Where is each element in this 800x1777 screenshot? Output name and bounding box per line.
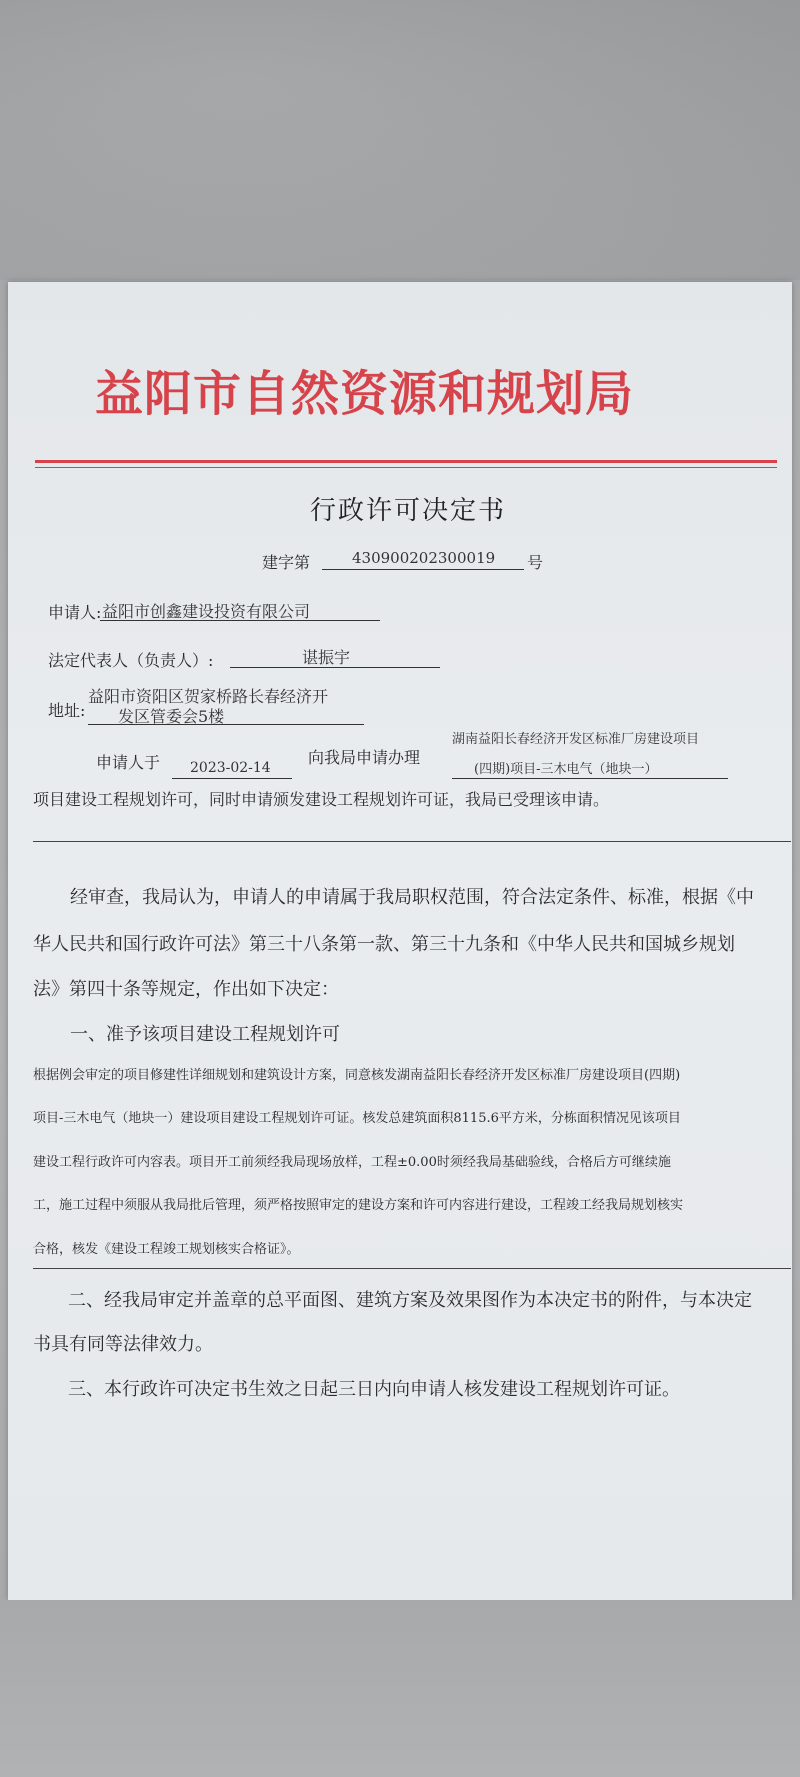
doc-number-field	[322, 549, 524, 570]
bottom-surface	[0, 1600, 800, 1777]
decision1-line2: 项目-三木电气（地块一）建设项目建设工程规划许可证。核发总建筑面积8115.6平方米，分栋面积情况见该项目	[33, 1111, 681, 1126]
section-divider	[33, 841, 791, 842]
review-line3: 法》第四十条等规定，作出如下决定：	[33, 979, 339, 1000]
red-divider-thin	[35, 467, 777, 468]
application-prefix: 申请人于	[96, 753, 161, 772]
doc-title: 行政许可决定书	[310, 496, 507, 526]
decision1-divider	[33, 1268, 791, 1269]
project-name-line1: 湖南益阳长春经济开发区标准厂房建设项目	[452, 732, 700, 747]
application-date: 2023-02-14	[190, 760, 271, 776]
decision3-line1: 三、本行政许可决定书生效之日起三日内向申请人核发建设工程规划许可证。	[68, 1379, 680, 1400]
legal-rep-value: 谌振宇	[302, 648, 351, 667]
project-name-line2: (四期)项目-三木电气（地块一）	[474, 762, 658, 777]
doc-number-prefix: 建字第	[262, 553, 311, 572]
address-label: 地址:	[48, 701, 86, 720]
decision1-line3: 建设工程行政许可内容表。项目开工前须经我局现场放样，工程±0.00时须经我局基础验线，合格后方可继续施	[33, 1155, 671, 1170]
application-middle: 向我局申请办理	[308, 748, 421, 767]
review-line1: 经审查，我局认为，申请人的申请属于我局职权范围，符合法定条件、标准，根据《中	[70, 887, 754, 908]
decision1-line5: 合格，核发《建设工程竣工规划核实合格证》。	[33, 1242, 300, 1257]
decision1-line4: 工，施工过程中须服从我局批后管理，须严格按照审定的建设方案和许可内容进行建设，工程竣工经我局规划核实	[33, 1198, 684, 1213]
org-name-header: 益阳市自然资源和规划局	[95, 366, 635, 422]
applicant-field	[100, 598, 380, 621]
address-line2: 发区管委会5楼	[118, 707, 225, 726]
decision1-heading: 一、准予该项目建设工程规划许可	[70, 1024, 340, 1045]
background-surface	[0, 0, 800, 280]
decision2-line2: 书具有同等法律效力。	[33, 1334, 213, 1355]
decision1-line1: 根据例会审定的项目修建性详细规划和建筑设计方案，同意核发湖南益阳长春经济开发区标准厂房建设项目(四期)	[33, 1068, 681, 1083]
application-continuation: 项目建设工程规划许可，同时申请颁发建设工程规划许可证，我局已受理该申请。	[33, 790, 610, 809]
applicant-label: 申请人:	[48, 603, 102, 622]
legal-rep-label: 法定代表人（负责人）:	[48, 651, 214, 670]
address-line1: 益阳市资阳区贺家桥路长春经济开	[88, 687, 329, 706]
applicant-value: 益阳市创鑫建设投资有限公司	[102, 602, 311, 621]
decision2-line1: 二、经我局审定并盖章的总平面图、建筑方案及效果图作为本决定书的附件，与本决定	[68, 1290, 752, 1311]
doc-number-value: 430900202300019	[352, 549, 496, 567]
red-divider-thick	[35, 460, 777, 463]
review-line2: 华人民共和国行政许可法》第三十八条第一款、第三十九条和《中华人民共和国城乡规划	[33, 934, 735, 955]
project-name-field	[452, 756, 728, 779]
address-field-line2	[88, 704, 364, 725]
doc-number-suffix: 号	[527, 553, 544, 572]
legal-rep-field	[230, 645, 440, 668]
application-date-field	[172, 758, 292, 779]
